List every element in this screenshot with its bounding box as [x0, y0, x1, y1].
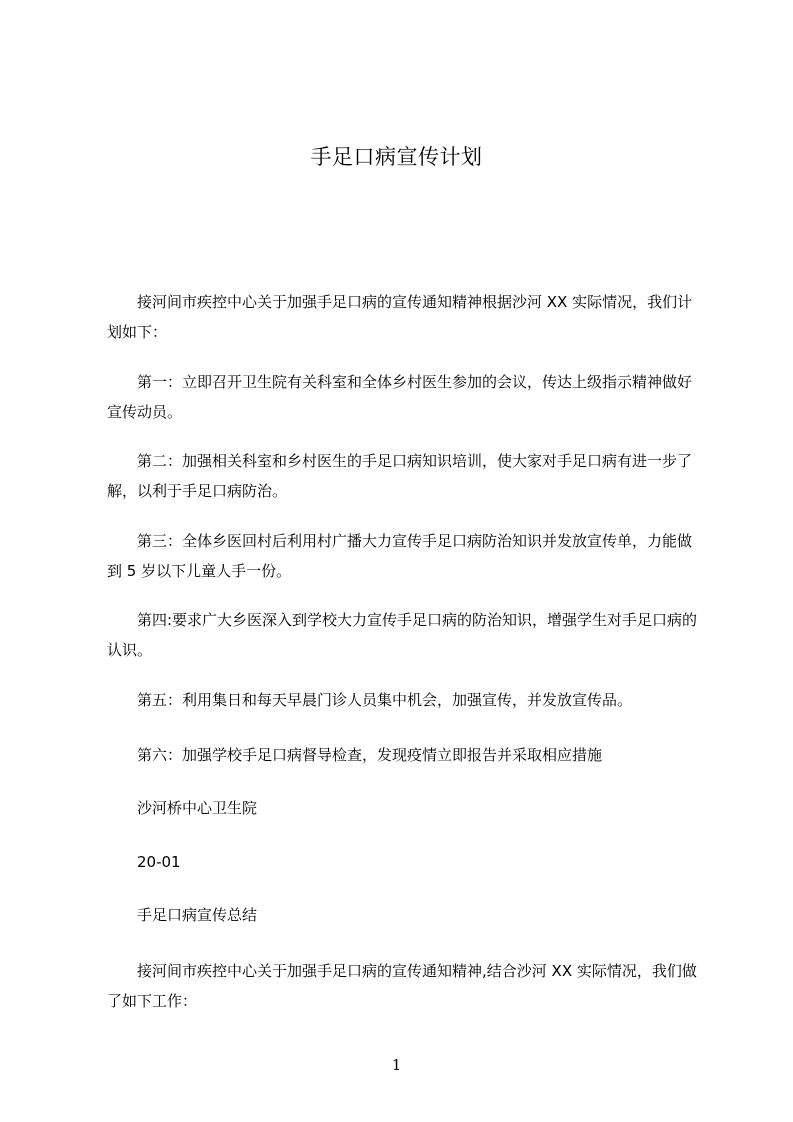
intro-paragraph: 接河间市疾控中心关于加强手足口病的宣传通知精神根据沙河 XX 实际情况，我们计划如下：: [107, 293, 693, 341]
signature-line: 沙河桥中心卫生院: [137, 799, 258, 817]
plan-item-2: 第二：加强相关科室和乡村医生的手足口病知识培训，使大家对手足口病有进一步了解，以利于手足口病防治。: [107, 452, 693, 500]
document-title: 手足口病宣传计划: [310, 145, 483, 169]
section2-title: 手足口病宣传总结: [137, 906, 258, 924]
plan-item-4: 第四:要求广大乡医深入到学校大力宣传手足口病的防治知识，增强学生对手足口病的认识。: [107, 611, 698, 659]
plan-item-5: 第五：利用集日和每天早晨门诊人员集中机会，加强宣传，并发放宣传品。: [137, 691, 633, 709]
section2-intro-paragraph: 接河间市疾控中心关于加强手足口病的宣传通知精神,结合沙河 XX 实际情况，我们做了如下工作：: [107, 962, 697, 1010]
page-number: 1: [391, 1056, 402, 1074]
date-line: 20-01: [137, 853, 181, 871]
plan-item-3: 第三：全体乡医回村后利用村广播大力宣传手足口病防治知识并发放宣传单，力能做到 5 岁以下儿童人手一份。: [107, 532, 693, 580]
plan-item-1: 第一：立即召开卫生院有关科室和全体乡村医生参加的会议，传达上级指示精神做好宣传动员。: [107, 373, 693, 421]
plan-item-6: 第六：加强学校手足口病督导检查，发现疫情立即报告并采取相应措施: [137, 746, 603, 764]
